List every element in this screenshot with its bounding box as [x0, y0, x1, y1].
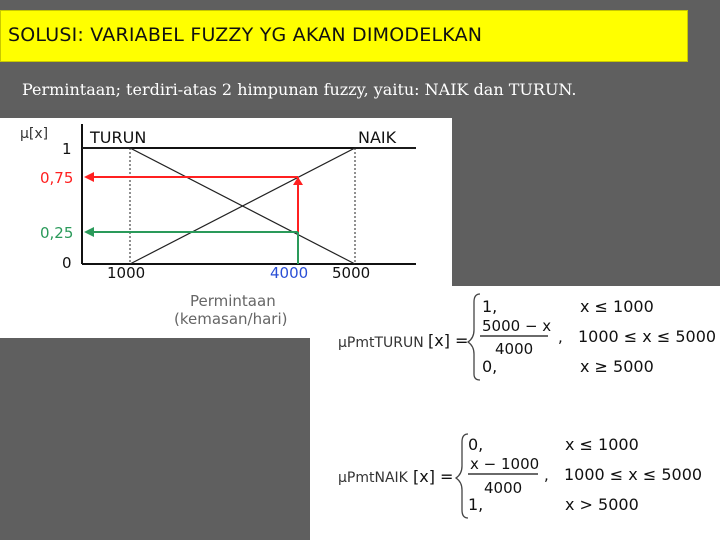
x-axis-label-line2: (kemasan/hari) — [174, 310, 288, 328]
formula-turun — [338, 294, 716, 380]
naik-case1-value: 0, — [468, 435, 484, 454]
naik-case2-cond: 1000 ≤ x ≤ 5000 — [564, 465, 703, 484]
naik-curve — [130, 148, 416, 264]
red-arrow-up — [293, 177, 303, 185]
green-arrow-head — [84, 227, 94, 237]
turun-case3-value: 0, — [482, 357, 498, 376]
mu-axis-label: μ[x] — [20, 126, 49, 142]
turun-case1-value: 1, — [482, 297, 498, 316]
x-tick-5000: 5000 — [332, 264, 371, 282]
naik-brace — [456, 434, 468, 518]
naik-arg: [x] = — [413, 467, 454, 486]
naik-case2-num: x − 1000 — [470, 455, 540, 473]
naik-case2-sep: , — [544, 466, 549, 484]
slide-title: SOLUSI: VARIABEL FUZZY YG AKAN DIMODELKAN — [8, 24, 483, 46]
x-tick-4000: 4000 — [270, 264, 309, 282]
turun-case2-num: 5000 − x — [482, 317, 552, 335]
naik-case3-value: 1, — [468, 495, 484, 514]
turun-case1-cond: x ≤ 1000 — [580, 297, 654, 316]
naik-lhs: μPmtNAIK — [338, 470, 408, 486]
naik-case1-cond: x ≤ 1000 — [565, 435, 639, 454]
turun-label: TURUN — [90, 128, 147, 147]
turun-case2-sep: , — [558, 328, 563, 346]
turun-case2-den: 4000 — [495, 340, 534, 358]
turun-brace — [468, 294, 480, 380]
slide-subtitle: Permintaan; terdiri-atas 2 himpunan fuzzy, yaitu: NAIK dan TURUN. — [22, 80, 577, 99]
naik-label: NAIK — [358, 128, 397, 147]
x-axis-label-line1: Permintaan — [190, 292, 276, 310]
turun-case2-cond: 1000 ≤ x ≤ 5000 — [578, 327, 717, 346]
y-tick-1: 1 — [62, 140, 72, 158]
naik-case3-cond: x > 5000 — [565, 495, 639, 514]
y-tick-025: 0,25 — [40, 224, 74, 242]
turun-lhs: μPmtTURUN — [338, 335, 424, 351]
naik-case2-den: 4000 — [484, 479, 523, 497]
y-tick-075: 0,75 — [40, 169, 74, 187]
membership-formulas — [310, 286, 720, 540]
red-arrow-head — [84, 172, 94, 182]
turun-arg: [x] = — [428, 331, 469, 350]
formula-naik — [338, 434, 702, 518]
turun-curve — [82, 148, 355, 264]
x-tick-1000: 1000 — [107, 264, 146, 282]
y-tick-0: 0 — [62, 254, 72, 272]
formula-panel — [310, 286, 720, 540]
turun-case3-cond: x ≥ 5000 — [580, 357, 654, 376]
title-bar — [0, 10, 688, 62]
